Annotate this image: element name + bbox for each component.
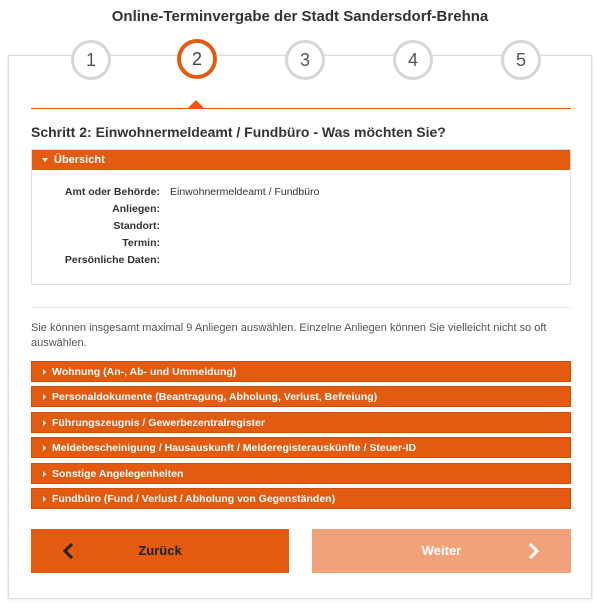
overview-row-location [32, 219, 570, 233]
overview-row-authority [32, 185, 570, 199]
info-text: Sie können insgesamt maximal 9 Anliegen auswählen. Einzelne Anliegen können Sie vielleicht nicht so oft auswählen. [31, 322, 547, 349]
category-certificate-of-conduct[interactable] [31, 412, 571, 433]
caret-down-icon [42, 158, 48, 162]
overview-row-concern [32, 202, 570, 216]
step-4[interactable]: 4 [393, 40, 433, 80]
caret-right-icon [43, 471, 46, 477]
divider [31, 307, 571, 308]
overview-row-appointment [32, 236, 570, 250]
overview-panel [31, 149, 571, 285]
overview-label: Amt oder Behörde: [64, 186, 160, 198]
overview-label: Standort: [113, 220, 160, 232]
overview-row-personal-data [32, 253, 570, 267]
caret-right-icon [43, 420, 46, 426]
category-label: Führungszeugnis / Gewerbezentralregister [52, 417, 265, 429]
caret-right-icon [43, 445, 46, 451]
step-pointer [188, 100, 204, 108]
category-lost-and-found[interactable] [31, 488, 571, 509]
overview-label: Anliegen: [112, 203, 160, 215]
step-bar [31, 108, 571, 109]
chevron-right-icon [525, 543, 541, 559]
page-title: Online-Terminvergabe der Stadt Sandersdorf-Brehna [111, 8, 489, 25]
category-label: Meldebescheinigung / Hausauskunft / Melderegisterauskünfte / Steuer-ID [52, 442, 417, 454]
back-button[interactable] [31, 529, 289, 573]
caret-right-icon [43, 394, 46, 400]
step-3[interactable]: 3 [285, 40, 325, 80]
overview-header-label: Übersicht [54, 154, 105, 166]
category-label: Sonstige Angelegenheiten [52, 468, 184, 480]
back-button-label: Zurück [138, 543, 182, 558]
overview-label: Persönliche Daten: [64, 254, 160, 266]
overview-value: Einwohnermeldeamt / Fundbüro [170, 186, 320, 198]
caret-right-icon [43, 369, 46, 375]
category-registration-certificate[interactable] [31, 437, 571, 458]
step-5[interactable]: 5 [501, 40, 541, 80]
category-label: Fundbüro (Fund / Verlust / Abholung von Gegenständen) [52, 493, 336, 505]
category-housing[interactable] [31, 361, 571, 382]
chevron-left-icon [61, 543, 77, 559]
overview-label: Termin: [122, 237, 160, 249]
category-personal-documents[interactable] [31, 386, 571, 407]
category-label: Personaldokumente (Beantragung, Abholung, Verlust, Befreiung) [52, 391, 378, 403]
category-other-matters[interactable] [31, 463, 571, 484]
category-label: Wohnung (An-, Ab- und Ummeldung) [52, 366, 237, 378]
caret-right-icon [43, 496, 46, 502]
step-1[interactable]: 1 [71, 40, 111, 80]
next-button[interactable] [312, 529, 571, 573]
section-title: Schritt 2: Einwohnermeldeamt / Fundbüro - Was möchten Sie? [31, 124, 446, 140]
overview-header[interactable] [32, 150, 570, 170]
step-2[interactable]: 2 [177, 39, 217, 79]
step-indicator [0, 40, 600, 80]
next-button-label: Weiter [421, 543, 462, 558]
